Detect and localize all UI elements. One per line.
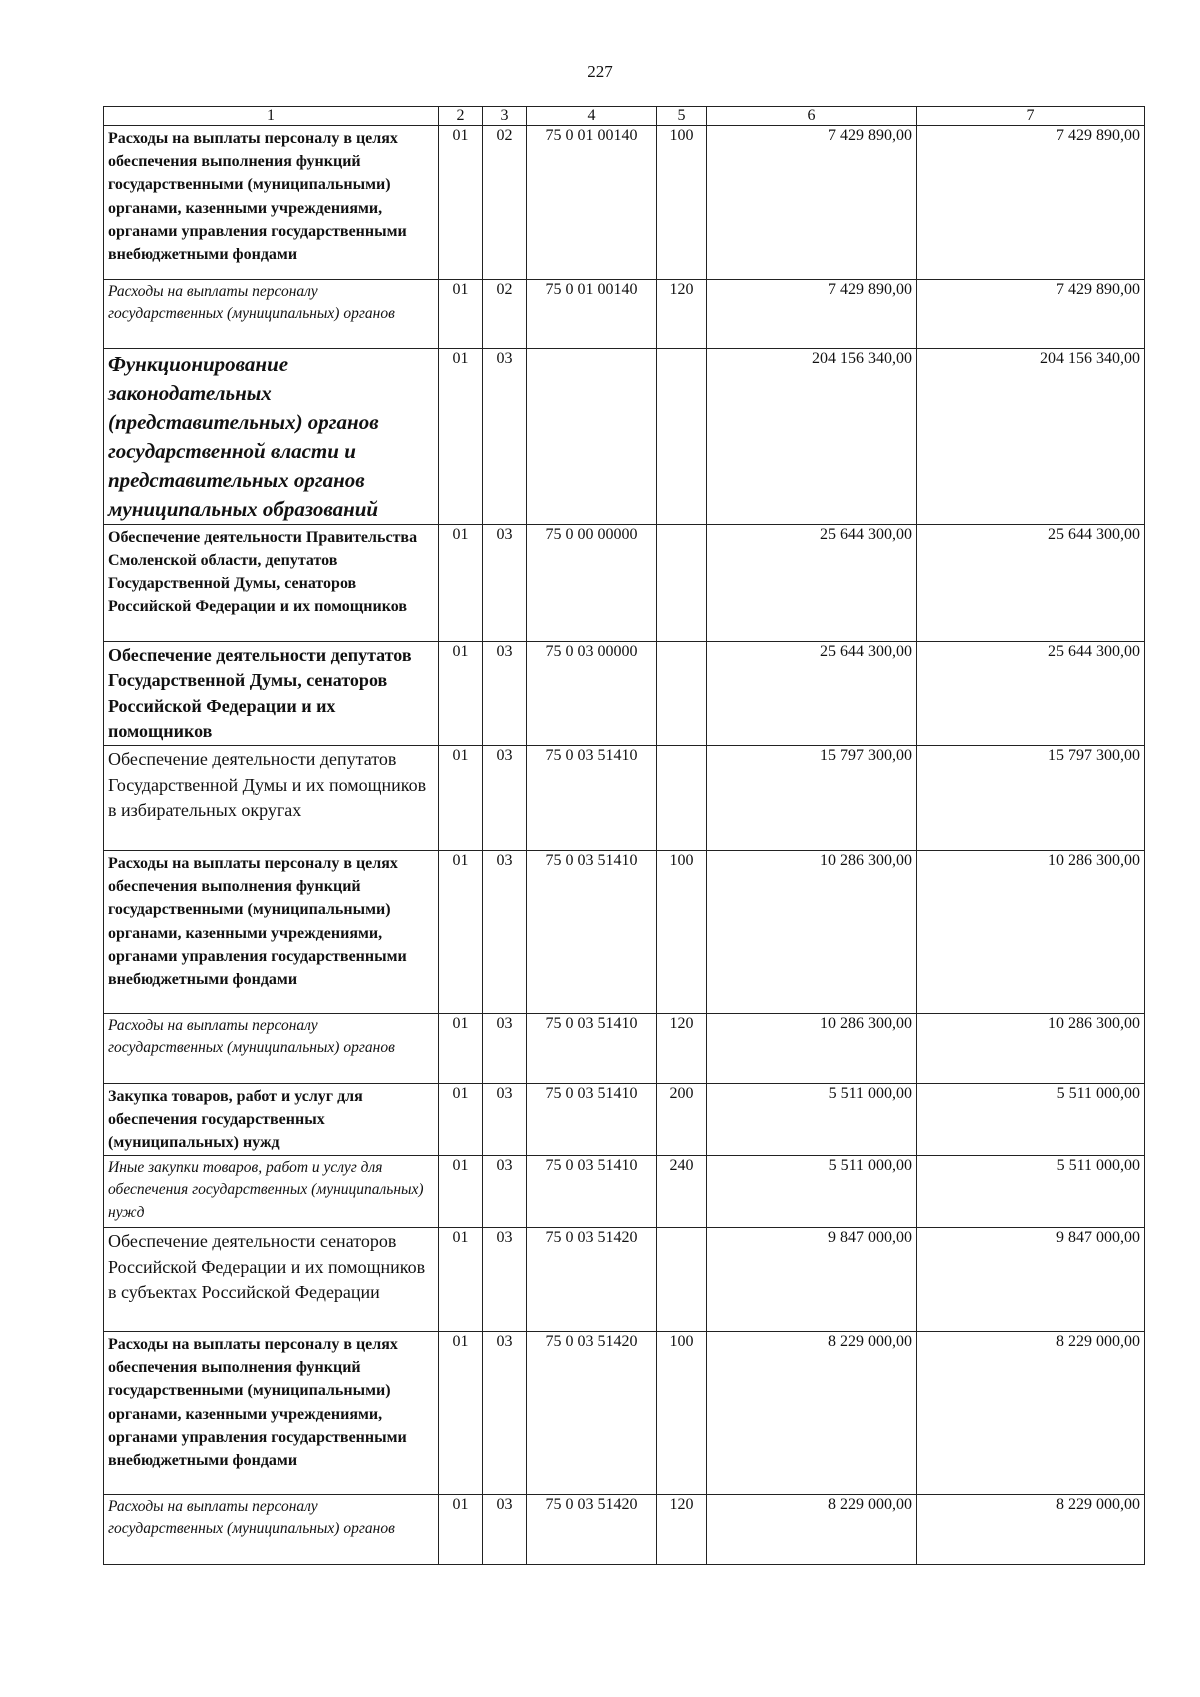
row-target-code: 75 0 03 51420 [527,1495,657,1565]
row-subsection: 03 [483,1332,527,1495]
row-target-code: 75 0 01 00140 [527,126,657,280]
row-expense-type [657,1228,707,1332]
row-target-code: 75 0 01 00140 [527,280,657,349]
row-amount-1: 7 429 890,00 [707,280,917,349]
row-expense-type: 100 [657,126,707,280]
row-amount-1: 10 286 300,00 [707,1014,917,1084]
row-target-code: 75 0 03 51420 [527,1332,657,1495]
row-section: 01 [439,641,483,745]
row-amount-2: 8 229 000,00 [917,1495,1145,1565]
row-expense-type [657,746,707,851]
row-target-code: 75 0 03 51410 [527,1156,657,1228]
row-name: Функционирование законодательных (представительных) органов государственной власти и представительных органов муниципальных образований [104,349,439,525]
row-expense-type [657,524,707,641]
row-name: Обеспечение деятельности Правительства Смоленской области, депутатов Государственной Думы, сенаторов Российской Федерации и их помощников [104,524,439,641]
row-name: Расходы на выплаты персоналу государственных (муниципальных) органов [104,280,439,349]
row-target-code: 75 0 03 51420 [527,1228,657,1332]
row-name: Расходы на выплаты персоналу государственных (муниципальных) органов [104,1014,439,1084]
table-row [104,851,1145,1014]
row-expense-type: 120 [657,1495,707,1565]
row-name: Расходы на выплаты персоналу в целях обеспечения выполнения функций государственными (муниципальными) органами, казенными учреждениями, органами управления государственными внебюджетными фондами [104,851,439,1014]
row-amount-2: 10 286 300,00 [917,851,1145,1014]
row-section: 01 [439,1084,483,1156]
row-amount-1: 15 797 300,00 [707,746,917,851]
row-section: 01 [439,1156,483,1228]
row-amount-1: 10 286 300,00 [707,851,917,1014]
table-row [104,1332,1145,1495]
row-target-code: 75 0 03 51410 [527,1084,657,1156]
row-amount-2: 25 644 300,00 [917,641,1145,745]
row-subsection: 03 [483,524,527,641]
row-subsection: 03 [483,1156,527,1228]
table-row [104,1156,1145,1228]
row-subsection: 03 [483,1084,527,1156]
row-name: Расходы на выплаты персоналу государственных (муниципальных) органов [104,1495,439,1565]
table-row [104,641,1145,745]
row-subsection: 03 [483,641,527,745]
row-subsection: 02 [483,126,527,280]
row-amount-2: 204 156 340,00 [917,349,1145,525]
row-target-code: 75 0 03 51410 [527,746,657,851]
row-section: 01 [439,524,483,641]
table-row [104,280,1145,349]
row-target-code: 75 0 03 51410 [527,851,657,1014]
row-amount-2: 8 229 000,00 [917,1332,1145,1495]
row-section: 01 [439,746,483,851]
row-name: Обеспечение деятельности депутатов Государственной Думы и их помощников в избирательных округах [104,746,439,851]
header-col-6: 6 [707,107,917,126]
row-subsection: 03 [483,1228,527,1332]
row-expense-type: 100 [657,851,707,1014]
row-target-code: 75 0 00 00000 [527,524,657,641]
table-row [104,746,1145,851]
row-amount-1: 5 511 000,00 [707,1156,917,1228]
row-amount-1: 5 511 000,00 [707,1084,917,1156]
row-expense-type: 120 [657,280,707,349]
row-subsection: 03 [483,1495,527,1565]
row-expense-type [657,641,707,745]
row-subsection: 03 [483,349,527,525]
row-amount-1: 7 429 890,00 [707,126,917,280]
row-section: 01 [439,1495,483,1565]
table-row [104,1084,1145,1156]
table-row [104,126,1145,280]
row-amount-2: 5 511 000,00 [917,1084,1145,1156]
row-amount-1: 8 229 000,00 [707,1495,917,1565]
row-section: 01 [439,851,483,1014]
row-subsection: 02 [483,280,527,349]
row-section: 01 [439,280,483,349]
row-section: 01 [439,126,483,280]
row-target-code [527,349,657,525]
row-expense-type: 100 [657,1332,707,1495]
row-name: Обеспечение деятельности депутатов Государственной Думы, сенаторов Российской Федерации и их помощников [104,641,439,745]
row-name: Расходы на выплаты персоналу в целях обеспечения выполнения функций государственными (муниципальными) органами, казенными учреждениями, органами управления государственными внебюджетными фондами [104,126,439,280]
row-expense-type: 120 [657,1014,707,1084]
row-amount-2: 5 511 000,00 [917,1156,1145,1228]
row-subsection: 03 [483,746,527,851]
row-amount-1: 8 229 000,00 [707,1332,917,1495]
header-col-1: 1 [104,107,439,126]
row-amount-2: 15 797 300,00 [917,746,1145,851]
header-col-7: 7 [917,107,1145,126]
row-amount-1: 25 644 300,00 [707,641,917,745]
row-amount-2: 7 429 890,00 [917,126,1145,280]
row-name: Обеспечение деятельности сенаторов Российской Федерации и их помощников в субъектах Российской Федерации [104,1228,439,1332]
header-col-4: 4 [527,107,657,126]
table-row [104,1014,1145,1084]
table-row [104,524,1145,641]
budget-table [103,106,1145,1565]
row-amount-2: 10 286 300,00 [917,1014,1145,1084]
row-amount-1: 25 644 300,00 [707,524,917,641]
row-expense-type [657,349,707,525]
row-amount-1: 9 847 000,00 [707,1228,917,1332]
row-expense-type: 200 [657,1084,707,1156]
header-col-2: 2 [439,107,483,126]
row-amount-2: 25 644 300,00 [917,524,1145,641]
row-section: 01 [439,1014,483,1084]
row-name: Расходы на выплаты персоналу в целях обеспечения выполнения функций государственными (муниципальными) органами, казенными учреждениями, органами управления государственными внебюджетными фондами [104,1332,439,1495]
table-row [104,1228,1145,1332]
row-section: 01 [439,349,483,525]
row-expense-type: 240 [657,1156,707,1228]
row-amount-1: 204 156 340,00 [707,349,917,525]
row-section: 01 [439,1332,483,1495]
row-amount-2: 7 429 890,00 [917,280,1145,349]
row-subsection: 03 [483,851,527,1014]
row-section: 01 [439,1228,483,1332]
page-number: 227 [587,62,613,81]
row-name: Закупка товаров, работ и услуг для обеспечения государственных (муниципальных) нужд [104,1084,439,1156]
row-subsection: 03 [483,1014,527,1084]
header-col-5: 5 [657,107,707,126]
table-row [104,349,1145,525]
row-name: Иные закупки товаров, работ и услуг для обеспечения государственных (муниципальных) нужд [104,1156,439,1228]
header-col-3: 3 [483,107,527,126]
table-row [104,1495,1145,1565]
header-row [104,107,1145,126]
row-target-code: 75 0 03 00000 [527,641,657,745]
row-target-code: 75 0 03 51410 [527,1014,657,1084]
row-amount-2: 9 847 000,00 [917,1228,1145,1332]
